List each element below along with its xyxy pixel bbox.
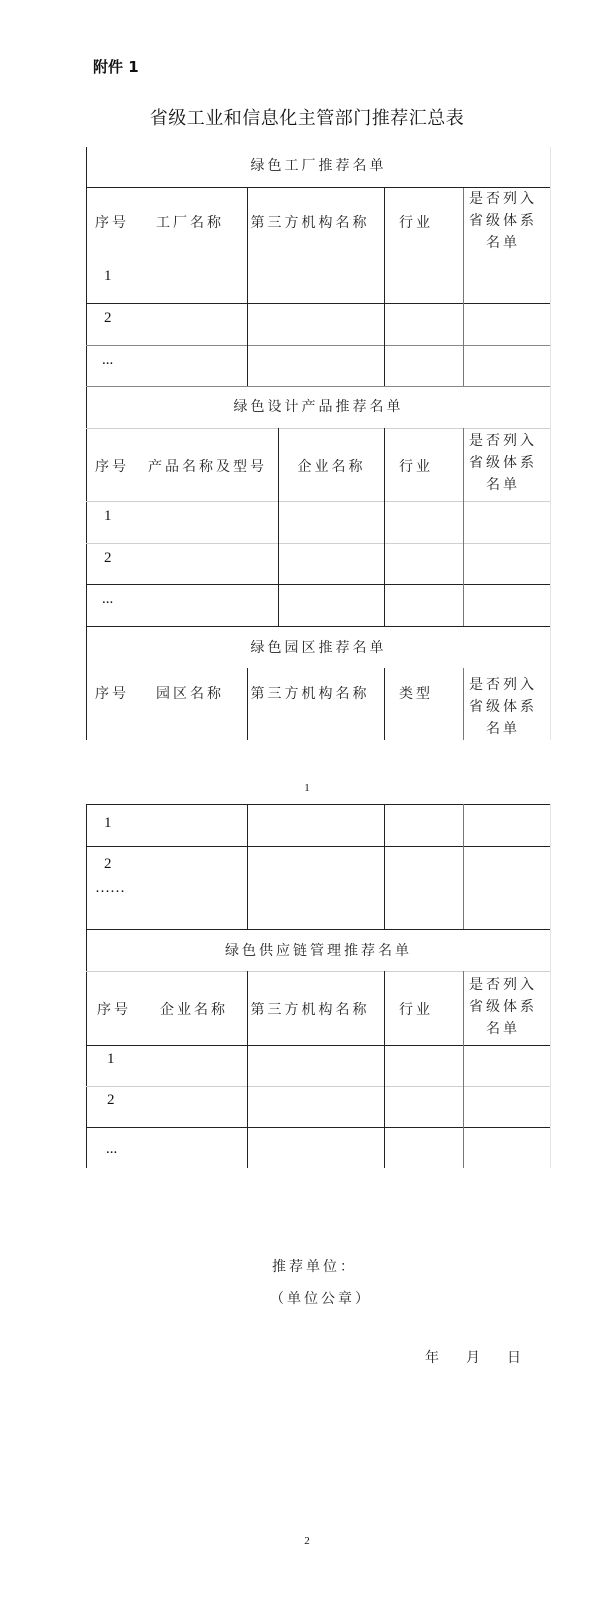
header-type: 类型 bbox=[399, 686, 433, 702]
col-divider bbox=[247, 188, 248, 387]
header-product-name-model: 产品名称及型号 bbox=[148, 459, 267, 475]
section-title: 绿色设计产品推荐名单 bbox=[233, 399, 404, 415]
header-listed-line: 是否列入 bbox=[469, 191, 537, 207]
header-listed-line: 省级体系 bbox=[469, 213, 537, 229]
header-industry: 行业 bbox=[399, 215, 433, 231]
row-divider bbox=[86, 303, 550, 304]
row-seq: 1 bbox=[104, 815, 112, 831]
header-listed-line: 省级体系 bbox=[469, 699, 537, 715]
row-seq: 1 bbox=[104, 508, 112, 524]
row-seq: ... bbox=[106, 1141, 118, 1157]
col-divider bbox=[278, 428, 279, 626]
header-listed-line: 省级体系 bbox=[469, 999, 537, 1015]
seal-label: （单位公章） bbox=[270, 1291, 372, 1307]
col-divider bbox=[463, 188, 464, 387]
col-divider bbox=[247, 971, 248, 1168]
header-third-party: 第三方机构名称 bbox=[250, 686, 370, 702]
header-listed bbox=[456, 974, 550, 1040]
row-seq: ... bbox=[102, 352, 114, 368]
header-company-name: 企业名称 bbox=[297, 459, 366, 475]
row-seq: ... bbox=[102, 591, 114, 607]
date-month: 月 bbox=[466, 1350, 483, 1366]
header-seq: 序号 bbox=[97, 1002, 131, 1018]
date-day: 日 bbox=[507, 1350, 524, 1366]
section-title: 绿色工厂推荐名单 bbox=[250, 158, 387, 174]
col-divider bbox=[463, 804, 464, 930]
col-divider bbox=[463, 971, 464, 1168]
section-divider bbox=[86, 626, 550, 627]
table-top-border bbox=[86, 804, 550, 805]
header-listed-line: 是否列入 bbox=[469, 677, 537, 693]
col-divider bbox=[384, 804, 385, 930]
row-divider bbox=[86, 501, 550, 502]
page-number: 1 bbox=[304, 782, 310, 794]
recommender-label: 推荐单位： bbox=[272, 1259, 357, 1275]
row-divider bbox=[86, 846, 550, 847]
row-divider bbox=[86, 428, 550, 429]
col-divider bbox=[247, 668, 248, 740]
header-listed-line: 是否列入 bbox=[469, 977, 537, 993]
date-year: 年 bbox=[425, 1350, 442, 1366]
section-divider bbox=[86, 929, 550, 930]
header-seq: 序号 bbox=[95, 215, 129, 231]
header-listed bbox=[456, 188, 550, 254]
row-divider bbox=[86, 345, 550, 346]
col-divider bbox=[384, 188, 385, 387]
row-divider bbox=[86, 1127, 550, 1128]
row-seq: 2 bbox=[104, 550, 112, 566]
header-listed-line: 名单 bbox=[486, 477, 520, 493]
row-seq: 2 bbox=[107, 1092, 115, 1108]
header-third-party: 第三方机构名称 bbox=[250, 1002, 370, 1018]
col-divider bbox=[384, 971, 385, 1168]
header-seq: 序号 bbox=[95, 459, 129, 475]
header-park-name: 园区名称 bbox=[156, 686, 224, 702]
table-right-border bbox=[550, 804, 551, 1168]
row-divider bbox=[86, 1086, 550, 1087]
col-divider bbox=[463, 428, 464, 626]
header-seq: 序号 bbox=[95, 686, 129, 702]
row-divider bbox=[86, 971, 550, 972]
header-industry: 行业 bbox=[399, 459, 433, 475]
row-seq: 1 bbox=[107, 1051, 115, 1067]
col-divider bbox=[384, 428, 385, 626]
header-third-party: 第三方机构名称 bbox=[250, 215, 370, 231]
header-listed-line: 名单 bbox=[486, 721, 520, 737]
row-seq: 1 bbox=[104, 268, 112, 284]
header-listed-line: 省级体系 bbox=[469, 455, 537, 471]
header-listed-line: 是否列入 bbox=[469, 433, 537, 449]
col-divider bbox=[384, 668, 385, 740]
row-seq: 2 bbox=[104, 310, 112, 326]
table-right-border bbox=[550, 147, 551, 740]
page-number: 2 bbox=[304, 1535, 310, 1547]
header-industry: 行业 bbox=[399, 1002, 433, 1018]
section-divider bbox=[86, 386, 550, 387]
row-divider bbox=[86, 543, 550, 544]
col-divider bbox=[247, 804, 248, 930]
header-listed bbox=[456, 430, 550, 496]
col-divider bbox=[463, 668, 464, 740]
row-divider bbox=[86, 584, 550, 585]
header-company-name: 企业名称 bbox=[160, 1002, 228, 1018]
header-listed bbox=[456, 674, 550, 740]
header-factory-name: 工厂名称 bbox=[156, 215, 224, 231]
header-listed-line: 名单 bbox=[486, 235, 520, 251]
section-title: 绿色供应链管理推荐名单 bbox=[225, 943, 412, 959]
table-left-border bbox=[86, 804, 87, 1168]
document-title: 省级工业和信息化主管部门推荐汇总表 bbox=[149, 108, 465, 129]
section-title: 绿色园区推荐名单 bbox=[250, 640, 387, 656]
attachment-label: 附件 1 bbox=[93, 58, 139, 76]
row-divider bbox=[86, 1045, 550, 1046]
row-seq: 2 bbox=[104, 856, 112, 872]
row-seq: …… bbox=[95, 880, 125, 896]
header-listed-line: 名单 bbox=[486, 1021, 520, 1037]
